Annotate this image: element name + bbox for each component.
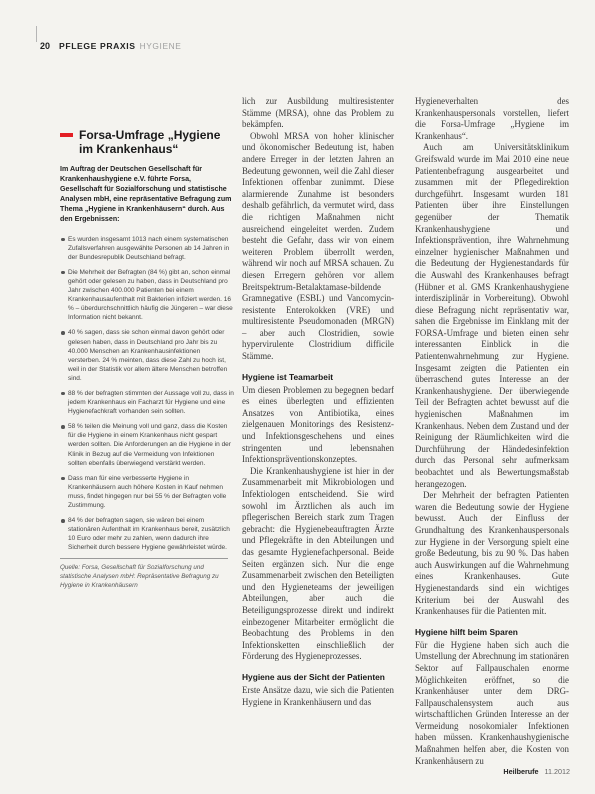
section-heading: Hygiene aus der Sicht der Patienten (242, 671, 385, 682)
section-heading: Hygiene ist Teamarbeit (242, 371, 334, 382)
survey-results-list (60, 235, 234, 553)
section-heading: Hygiene hilft beim Sparen (415, 626, 518, 637)
paragraph: Obwohl MRSA von hoher klinischer und ökonomischer Bedeutung ist, haben andere Erreger in der letzten Jahren an Bedeutung gewonnen, weil die Zahl dieser Infektionen offenbar zunimmt. Diese alarmierende Zunahme ist besonders deshalb gefährlich, da vermutet wird, dass die richtigen Maßnahmen nicht ausreichend eingeleitet werden. Zudem besteht die Gefahr, dass wir von einem weiteren Problem überrollt werden, während wir noch auf MRSA schauen. Zu diesen Erregern gehören vor allem Breitspektrum-Betalaktamase-bildende Gramnegative (ESBL) und Vancomycin-resistente Enterokokken (VRE) und multiresistente Pseudomonaden (MRGN) – aber auch Clostridien, sowie hypervirulente Clostridium difficile Stämme. (242, 130, 394, 362)
survey-sidebar (60, 128, 234, 590)
section-title: PFLEGE PRAXIS (59, 41, 136, 51)
list-item: 84 % der befragten sagen, sie wären bei einem stationären Aufenthalt im Krankenhaus bereit, zusätzlich 10 Euro oder mehr zu zahlen, wenn dadurch ihre Sicherheit durch bessere Hygiene gewährleistet würde. (60, 516, 234, 552)
list-item: 88 % der befragten stimmten der Aussage voll zu, dass in jedem Krankenhaus ein Facharzt für Hygiene und eine Hygienefachkraft vorhanden sein sollten. (60, 389, 234, 416)
list-item: Die Mehrheit der Befragten (84 %) gibt an, schon einmal gehört oder gelesen zu haben, dass in Deutschland pro Jahr zwischen 400.000 Patienten bei einem Krankenhausaufenthalt mit Bakterien infiziert werden. 16 % – überdurchschnittlich häufig die Jüngeren – war diese Information nicht bekannt. (60, 268, 234, 323)
paragraph: Für die Hygiene haben sich auch die Umstellung der Abrechnung im stationären Sektor auf Fallpauschalen enorme Möglichkeiten eröffnet, so die Krankenhäuser unter dem DRG-Fallpauschalensystem auch aus wirtschaftlichen Gründen Interesse an der Vermeidung nosokomialer Infektionen haben müssen. Krankenhaushygienische Maßnahmen helfen aber, die Kosten von Krankenhäusern zu (415, 639, 569, 766)
header-rule (36, 26, 37, 42)
list-item: Es wurden insgesamt 1013 nach einem systematischen Zufallsverfahren ausgewählte Personen ab 14 Jahren in der Bundesrepublik Deutschland befragt. (60, 235, 234, 262)
body-column-1 (242, 96, 394, 708)
paragraph: Der Mehrheit der befragten Patienten waren die Bedeutung sowie der Hygiene bewusst. Auch der Einfluss der Grundhaltung des Krankenhauspersonals zur Hygiene in der Versorgung spielt eine große Bedeutung, bis zu 90 %. Das haben auch Auswirkungen auf die Wahrnehmung eines Krankenhauses. Gute Hygienestandards sind ein wichtiges Kriterium bei der Auswahl des Krankenhauses für die Patienten mit. (415, 490, 569, 617)
issue-number: 11.2012 (544, 767, 570, 776)
sidebar-title: Forsa-Umfrage „Hygiene im Krankenhaus“ (79, 128, 221, 156)
page-footer (503, 767, 570, 776)
page-header (40, 38, 181, 54)
list-item: 58 % teilen die Meinung voll und ganz, dass die Kosten für die Hygiene in einem Krankenhaus nicht gespart werden sollten. Die Anforderungen an die Hygiene in der Klinik in Bezug auf die Vermeidung von Infektionen sollten ebenfalls überwiegend verstärkt werden. (60, 422, 234, 467)
paragraph: Erste Ansätze dazu, wie sich die Patienten Hygiene in Krankenhäusern und das (242, 684, 394, 707)
paragraph: Die Krankenhaushygiene ist hier in der Zusammenarbeit mit Mikrobiologen und Infektiologen entscheidend. Sie wird sowohl im Ärztlichen als auch im pflegerischen Bereich stark zum Tragen gebracht: die Hygienebeauftragten Ärzte und Pflegekräfte in den Abteilungen und das gesamte Hygienefachpersonal. Beide Seiten ergänzen sich. Nur die enge Zusammenarbeit zwischen den Beteiligten und den Hygieneteams der jeweiligen Abteilungen, aber auch die Beteiligungsprozesse direkt und indirekt einbezogener Mitarbeiter ermöglicht die Beobachtung des Problems in den Infektionsketten einschließlich der Förderung des Hygieneprozesses. (242, 465, 394, 662)
list-item: Dass man für eine verbesserte Hygiene in Krankenhäusern auch höhere Kosten in Kauf nehmen muss, findet hingegen nur bei 55 % der Befragten volle Zustimmung. (60, 474, 234, 510)
paragraph: Auch am Universitätsklinikum Greifswald wurde im Mai 2010 eine neue Patientenbefragung ausgearbeitet und zusammen mit der Pflegedirektion durchgeführt. Insgesamt wurden 181 Patienten über ihre Einstellungen gegenüber der Thematik Krankenhaushygiene und Infektionsprävention, ihre Wahrnehmung einzelner hygienischer Maßnahmen und die Bedeutung der Hygienestandards für die Auswahl des Krankenhauses befragt (Hübner et al. GMS Krankenhaushygiene interdisziplinär in Vorbereitung). Obwohl diese Befragung nicht repräsentativ war, sahen die Ergebnisse im Einklang mit der FORSA-Umfrage und bieten einen sehr interessanten Einblick in die Patientenwahrnehmung zur Hygiene. Insgesamt zeigten die Patienten ein überraschend gutes Interesse an der Krankenhaushygiene. Der überwiegende Teil der Befragten achtet bewusst auf die hygienischen Maßnahmen im Krankenhaus. Neben dem Zustand und der Reinigung der Räumlichkeiten wird die Durchführung der Händedesinfektion durch das Personal sehr aufmerksam beobachtet und als Bewertungsmaßstab herangezogen. (415, 142, 569, 489)
sidebar-intro: Im Auftrag der Deutschen Gesellschaft für Krankenhaushygiene e.V. führte Forsa, Gesellschaft für Sozialforschung und statistische Analysen mbH, eine repräsentative Befragung zum Thema „Hygiene in Krankenhäusern“ durch. Aus den Ergebnissen: (60, 165, 232, 224)
red-bar-icon (60, 133, 73, 137)
sidebar-divider (60, 558, 228, 559)
paragraph: Hygieneverhalten des Krankenhauspersonals vorstellen, liefert die Forsa-Umfrage „Hygiene im Krankenhaus“. (415, 96, 569, 141)
body-column-2 (415, 96, 569, 767)
page-number: 20 (40, 41, 51, 51)
sidebar-source: Quelle: Forsa, Gesellschaft für Sozialforschung und statistische Analysen mbH: Repräsentative Befragung zu Hygiene in Krankenhäusern (60, 564, 219, 589)
sidebar-heading (60, 128, 234, 156)
list-item: 40 % sagen, dass sie schon einmal davon gehört oder gelesen haben, dass in Deutschland pro Jahr bis zu 40.000 Menschen an Krankenhausinfektionen versterben. 24 % meinten, dass diese Zahl zu hoch ist, weil in der Statistik vor allem ältere Menschen betroffen sind. (60, 328, 234, 383)
magazine-name: Heilberufe (503, 767, 539, 776)
paragraph: Um diesen Problemen zu begegnen bedarf es eines überlegten und effizienten Ansatzes von Antibiotika, eines zielgenauen Monitorings des Resistenz- und Infektionsgeschehens und eines stringenten und lebensnahen Infektionspräventionskonzeptes. (242, 384, 394, 465)
subsection-title: HYGIENE (139, 41, 182, 51)
paragraph: lich zur Ausbildung multiresistenter Stämme (MRSA), ohne das Problem zu bekämpfen. (242, 96, 394, 130)
